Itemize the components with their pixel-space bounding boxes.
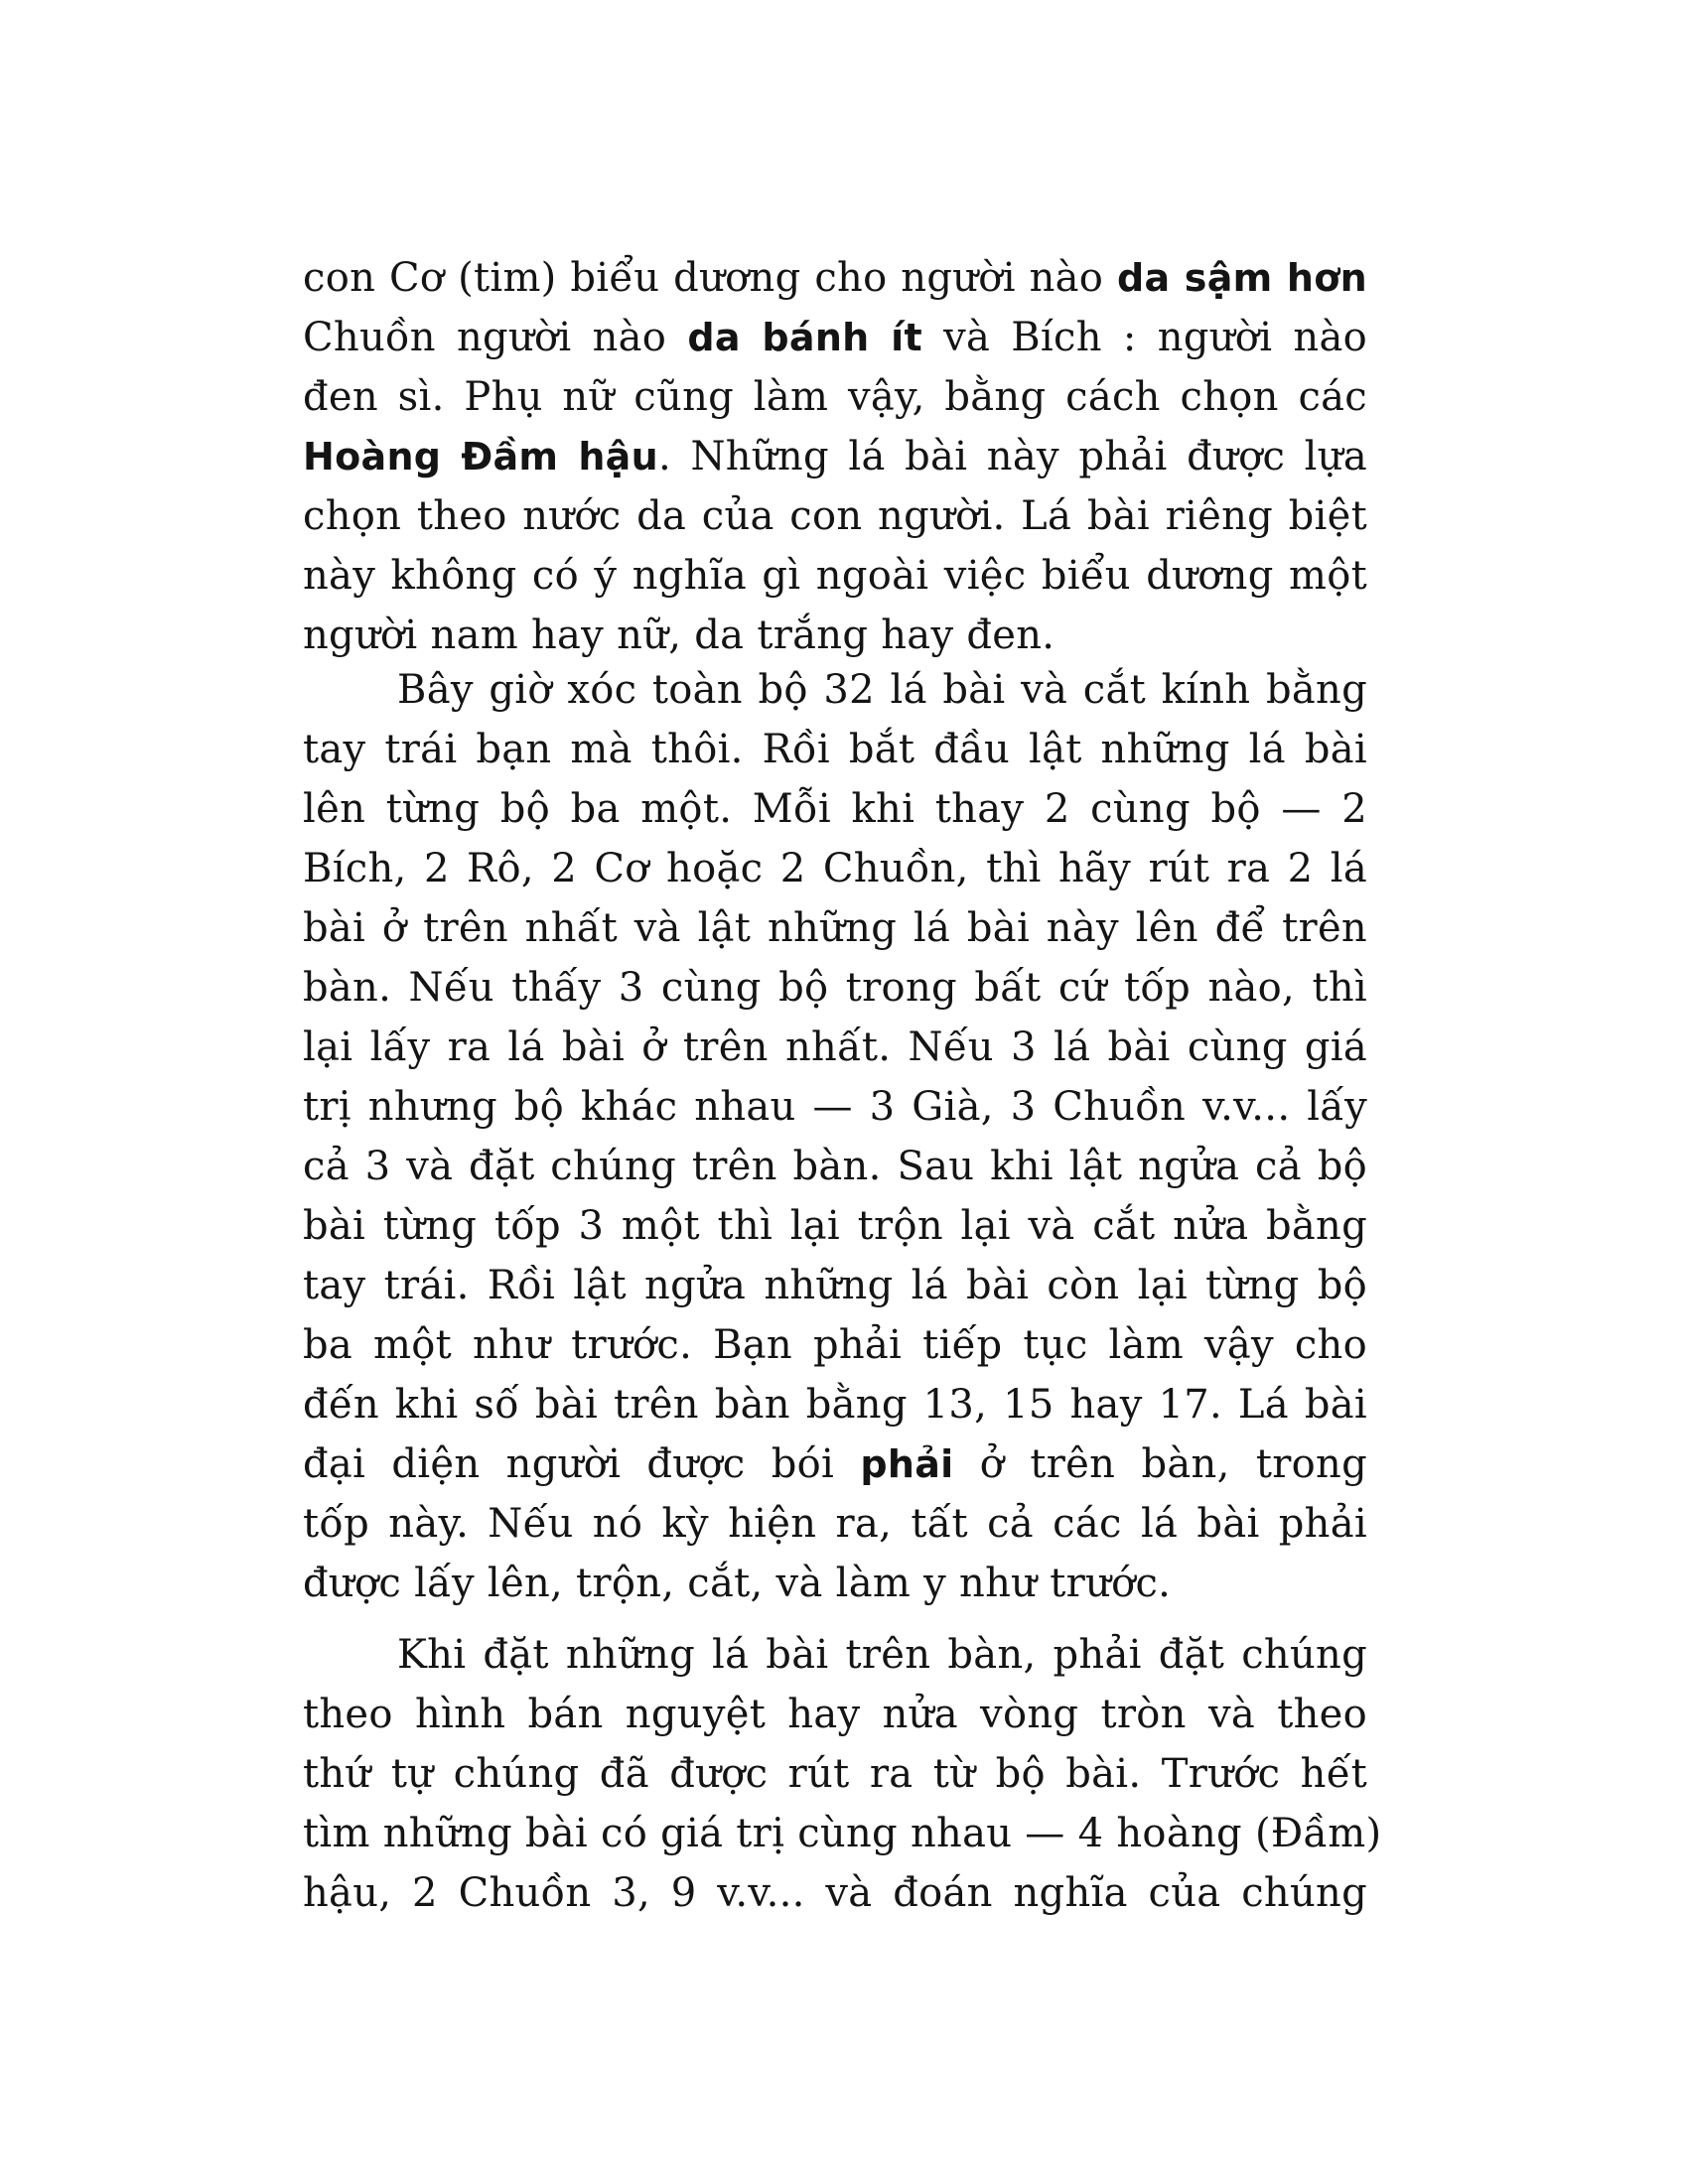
text-line: tốp này. Nếu nó kỳ hiện ra, tất cả các lá bài phải [303, 1501, 1367, 1547]
text-line [303, 427, 1367, 486]
text-run: . Những lá bài này phải được lựa [657, 434, 1367, 479]
text-line: bàn. Nếu thấy 3 cùng bộ trong bất cứ tốp nào, thì [303, 965, 1367, 1011]
text-run: ở trên bàn, trong [953, 1441, 1367, 1487]
bold-phrase: Hoàng Đầm hậu [303, 435, 658, 478]
text-run: con Cơ (tim) biểu dương cho người nào [303, 255, 1118, 301]
text-line: bài từng tốp 3 một thì lại trộn lại và cắt nửa bằng [303, 1203, 1367, 1249]
paragraph-2 [303, 660, 1367, 1613]
text-line: tay trái. Rồi lật ngửa những lá bài còn lại từng bộ [303, 1263, 1367, 1308]
bold-phrase: da sậm hơn [1117, 256, 1367, 300]
text-line: tay trái bạn mà thôi. Rồi bắt đầu lật những lá bài [303, 727, 1367, 772]
text-line [303, 308, 1367, 367]
text-line [303, 248, 1367, 308]
text-line: đến khi số bài trên bàn bằng 13, 15 hay 17. Lá bài [303, 1382, 1367, 1428]
text-line: người nam hay nữ, da trắng hay đen. [303, 613, 1055, 658]
text-run: đại diện người được bói [303, 1441, 861, 1487]
text-run: và Bích : người nào [921, 315, 1367, 360]
text-line: bài ở trên nhất và lật những lá bài này lên để trên [303, 905, 1367, 951]
text-line: ba một như trước. Bạn phải tiếp tục làm vậy cho [303, 1322, 1367, 1368]
paragraph-1 [303, 248, 1367, 665]
paragraph-3 [303, 1625, 1382, 1923]
text-line: thứ tự chúng đã được rút ra từ bộ bài. Trước hết [303, 1751, 1367, 1797]
text-line: chọn theo nước da của con người. Lá bài riêng biệt [303, 493, 1367, 539]
text-line: lên từng bộ ba một. Mỗi khi thay 2 cùng bộ — 2 [303, 786, 1367, 832]
text-line: được lấy lên, trộn, cắt, và làm y như trước. [303, 1561, 1172, 1606]
text-line: tìm những bài có giá trị cùng nhau — 4 hoàng (Đầm) [303, 1811, 1382, 1856]
text-line: lại lấy ra lá bài ở trên nhất. Nếu 3 lá bài cùng giá [303, 1024, 1367, 1070]
text-line: theo hình bán nguyệt hay nửa vòng tròn và theo [303, 1692, 1367, 1737]
text-line: hậu, 2 Chuồn 3, 9 v.v... và đoán nghĩa của chúng [303, 1870, 1367, 1916]
text-line: Bích, 2 Rô, 2 Cơ hoặc 2 Chuồn, thì hãy rút ra 2 lá [303, 846, 1367, 891]
bold-phrase: phải [860, 1442, 954, 1486]
text-line [303, 1434, 1367, 1494]
text-line: trị nhưng bộ khác nhau — 3 Già, 3 Chuồn v.v... lấy [303, 1084, 1367, 1130]
bold-phrase: da bánh ít [687, 316, 922, 359]
text-line: đen sì. Phụ nữ cũng làm vậy, bằng cách chọn các [303, 374, 1367, 420]
text-line: Bây giờ xóc toàn bộ 32 lá bài và cắt kính bằng [397, 667, 1367, 713]
text-line: này không có ý nghĩa gì ngoài việc biểu dương một [303, 553, 1367, 599]
text-line: Khi đặt những lá bài trên bàn, phải đặt chúng [397, 1632, 1367, 1678]
text-run: Chuồn người nào [303, 315, 688, 360]
text-line: cả 3 và đặt chúng trên bàn. Sau khi lật ngửa cả bộ [303, 1144, 1367, 1189]
